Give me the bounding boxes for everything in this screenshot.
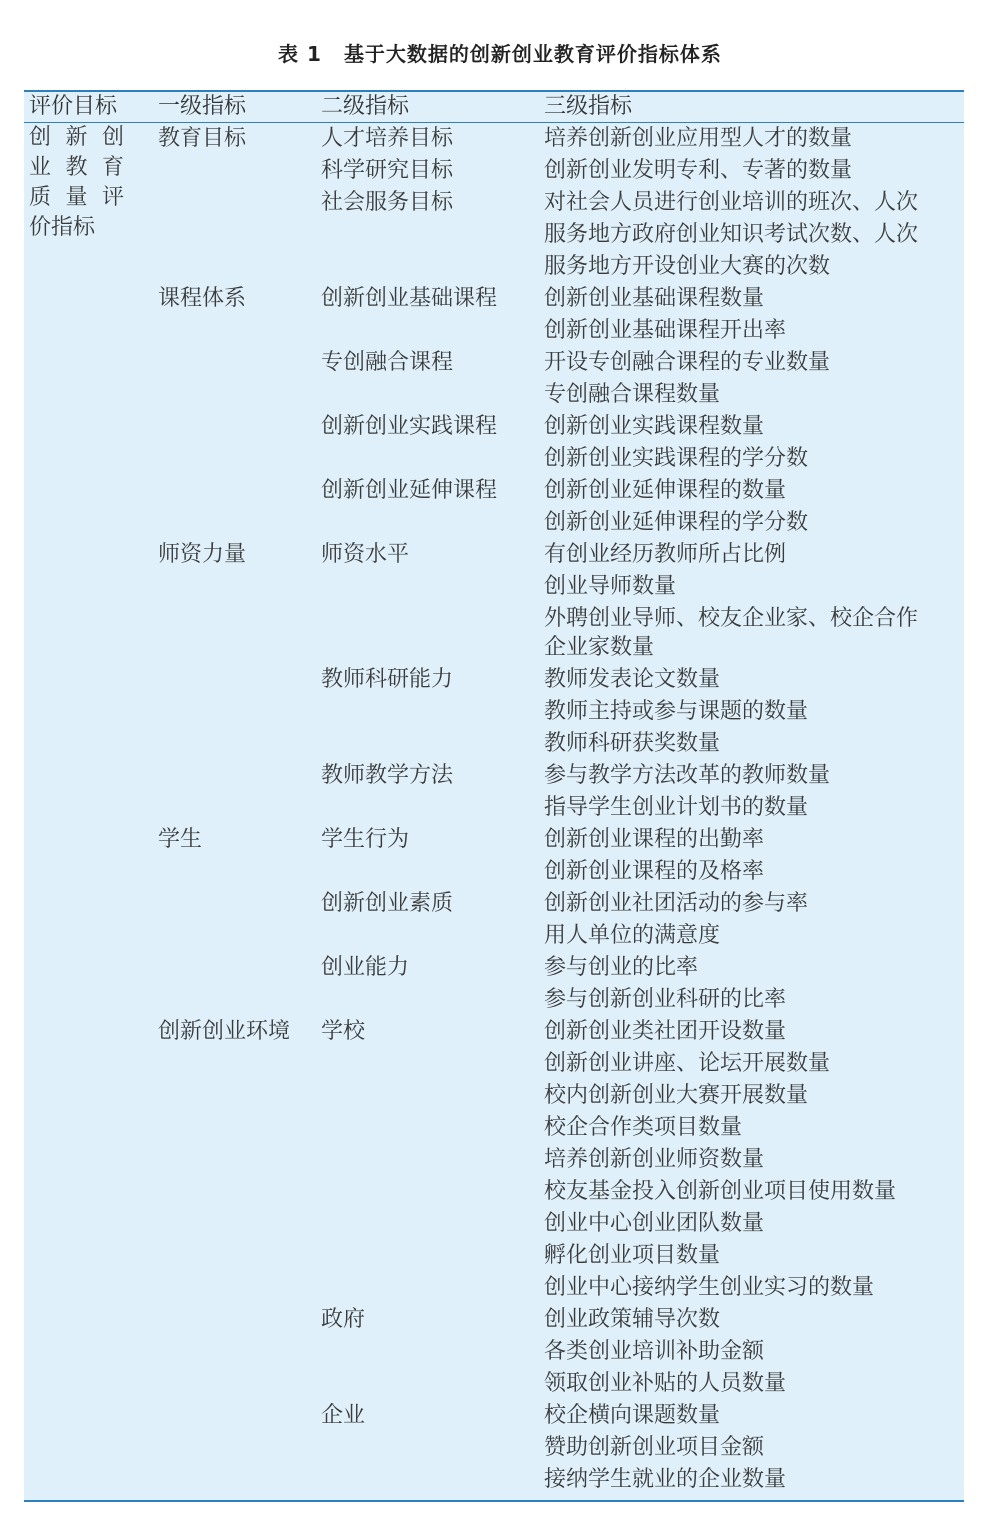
level3-index-cell: 专创融合课程数量 [544,382,721,407]
level3-index-cell: 创新创业基础课程开出率 [544,318,787,343]
level2-index-cell: 学生行为 [321,827,410,852]
level3-index-cell: 开设专创融合课程的专业数量 [544,350,831,375]
level3-index-cell: 创新创业延伸课程的数量 [544,478,787,503]
level3-index-cell: 创新创业实践课程的学分数 [544,446,809,471]
level3-index-cell: 参与创业的比率 [544,955,699,980]
header-level1-index: 一级指标 [158,94,247,119]
level2-index-cell: 科学研究目标 [321,158,454,183]
level3-index-cell: 校内创新创业大赛开展数量 [544,1083,809,1108]
level3-index-cell: 创业中心接纳学生创业实习的数量 [544,1275,875,1300]
level2-index-cell: 创新创业延伸课程 [321,478,498,503]
level3-index-cell: 创新创业课程的及格率 [544,859,765,884]
level3-index-cell: 各类创业培训补助金额 [544,1339,765,1364]
level2-index-cell: 教师科研能力 [321,667,454,692]
table-title: 基于大数据的创新创业教育评价指标体系 [343,42,722,66]
table-number: 表 1 [278,42,322,66]
level1-index-cell: 教育目标 [158,126,247,151]
target-line: 质 量 评 [29,185,124,210]
level3-index-cell: 校友基金投入创新创业项目使用数量 [544,1179,897,1204]
table-caption [0,38,1000,67]
level3-index-cell: 用人单位的满意度 [544,923,721,948]
level3-index-cell: 培养创新创业应用型人才的数量 [544,126,853,151]
level3-index-cell: 校企横向课题数量 [544,1403,721,1428]
level3-index-cell: 对社会人员进行创业培训的班次、人次 [544,190,919,215]
table-body [24,123,964,1500]
level3-index-cell: 参与教学方法改革的教师数量 [544,763,831,788]
level3-index-cell: 外聘创业导师、校友企业家、校企合作 [544,606,919,631]
level2-index-cell: 专创融合课程 [321,350,454,375]
level2-index-cell: 创新创业实践课程 [321,414,498,439]
level3-index-cell: 创业导师数量 [544,574,677,599]
level3-index-cell: 创新创业发明专利、专著的数量 [544,158,853,183]
level3-index-cell: 教师科研获奖数量 [544,731,721,756]
level3-index-cell: 有创业经历教师所占比例 [544,542,787,567]
level3-index-cell: 孵化创业项目数量 [544,1243,721,1268]
level1-index-cell: 创新创业环境 [158,1019,291,1044]
level3-index-cell: 创新创业课程的出勤率 [544,827,765,852]
level1-index-cell: 课程体系 [158,286,247,311]
level1-index-cell: 师资力量 [158,542,247,567]
level3-index-cell: 创业中心创业团队数量 [544,1211,765,1236]
level3-index-cell: 创新创业社团活动的参与率 [544,891,809,916]
level2-index-cell: 社会服务目标 [321,190,454,215]
level3-index-cell: 创新创业实践课程数量 [544,414,765,439]
level3-index-cell: 领取创业补贴的人员数量 [544,1371,787,1396]
level2-index-cell: 教师教学方法 [321,763,454,788]
level3-index-cell: 教师发表论文数量 [544,667,721,692]
evaluation-target-cell [29,123,124,243]
level3-index-cell: 参与创新创业科研的比率 [544,987,787,1012]
level3-index-cell: 指导学生创业计划书的数量 [544,795,809,820]
level1-index-cell: 学生 [158,827,203,852]
level2-index-cell: 政府 [321,1307,366,1332]
level2-index-cell: 人才培养目标 [321,126,454,151]
level2-index-cell: 学校 [321,1019,366,1044]
level3-index-cell-continued: 企业家数量 [544,635,655,660]
level2-index-cell: 企业 [321,1403,366,1428]
level3-index-cell: 培养创新创业师资数量 [544,1147,765,1172]
target-line: 创 新 创 [29,125,124,150]
target-line: 价指标 [29,215,96,240]
header-level2-index: 二级指标 [321,94,410,119]
level3-index-cell: 创业政策辅导次数 [544,1307,721,1332]
level2-index-cell: 创业能力 [321,955,410,980]
level3-index-cell: 接纳学生就业的企业数量 [544,1467,787,1492]
header-evaluation-target: 评价目标 [29,94,118,119]
level3-index-cell: 赞助创新创业项目金额 [544,1435,765,1460]
level3-index-cell: 服务地方政府创业知识考试次数、人次 [544,222,919,247]
level2-index-cell: 创新创业素质 [321,891,454,916]
level3-index-cell: 创新创业延伸课程的学分数 [544,510,809,535]
level3-index-cell: 校企合作类项目数量 [544,1115,743,1140]
evaluation-index-table [24,90,964,1502]
level3-index-cell: 创新创业基础课程数量 [544,286,765,311]
level3-index-cell: 创新创业类社团开设数量 [544,1019,787,1044]
level2-index-cell: 师资水平 [321,542,410,567]
level2-index-cell: 创新创业基础课程 [321,286,498,311]
level3-index-cell: 教师主持或参与课题的数量 [544,699,809,724]
target-line: 业 教 育 [29,155,124,180]
level3-index-cell: 创新创业讲座、论坛开展数量 [544,1051,831,1076]
level3-index-cell: 服务地方开设创业大赛的次数 [544,254,831,279]
table-header-row [24,92,964,123]
header-level3-index: 三级指标 [544,94,633,119]
